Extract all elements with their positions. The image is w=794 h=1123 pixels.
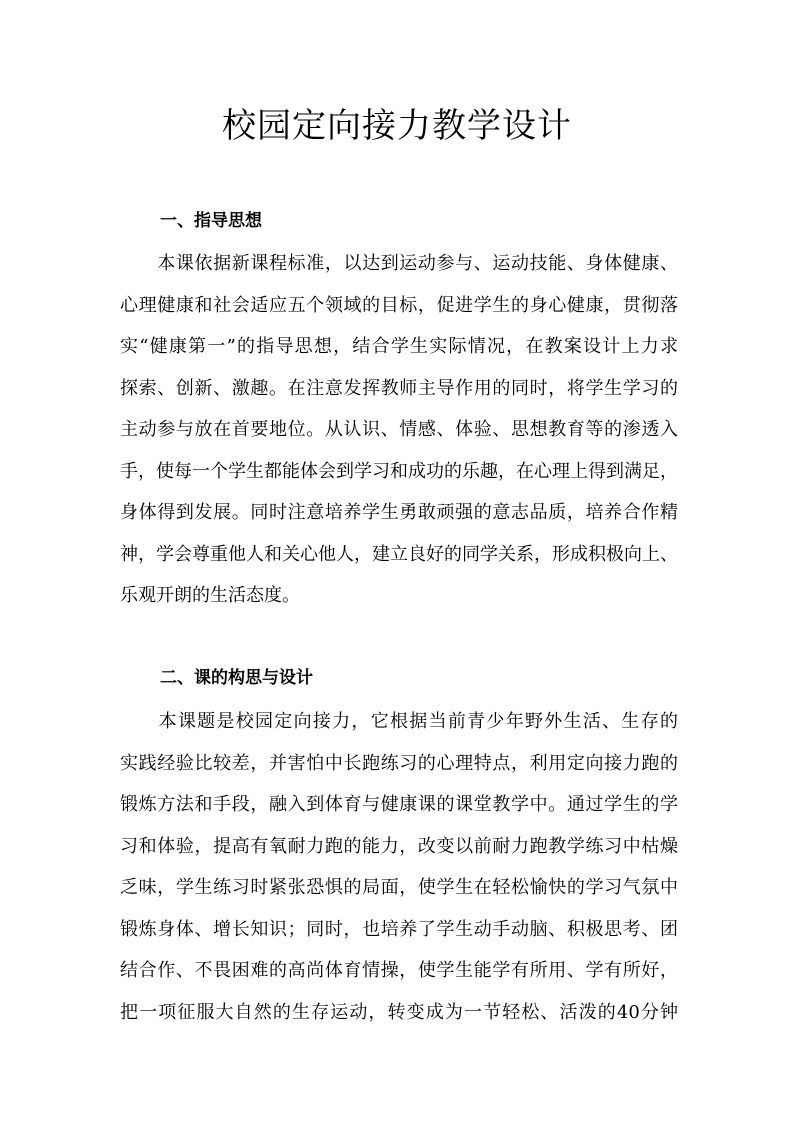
section-heading-course-design: 二、课的构思与设计 — [160, 668, 313, 688]
section-paragraph-guiding-ideology — [120, 243, 678, 617]
paragraph-line: 神，学会尊重他人和关心他人，建立良好的同学关系，形成积极向上、 — [120, 543, 678, 565]
paragraph-line: 乐观开朗的生活态度。 — [120, 585, 300, 606]
paragraph-line: 锻炼身体、增长知识；同时，也培养了学生动手动脑、积极思考、团 — [120, 918, 678, 940]
paragraph-line: 探索、创新、激趣。在注意发挥教师主导作用的同时，将学生学习的 — [120, 377, 678, 399]
paragraph-line: 乏味，学生练习时紧张恐惧的局面，使学生在轻松愉快的学习气氛中 — [120, 877, 678, 898]
paragraph-line: 实“健康第一”的指导思想，结合学生实际情况，在教案设计上力求 — [120, 336, 678, 357]
paragraph-line: 锻炼方法和手段，融入到体育与健康课的课堂教学中。通过学生的学 — [120, 794, 678, 815]
paragraph-line: 把一项征服大自然的生存运动，转变成为一节轻松、活泼的40分钟 — [120, 1001, 678, 1023]
paragraph-line: 本课题是校园定向接力，它根据当前青少年野外生活、生存的 — [120, 711, 678, 732]
section-paragraph-course-design — [120, 701, 678, 1033]
paragraph-line: 实践经验比较差，并害怕中长跑练习的心理特点，利用定向接力跑的 — [120, 752, 678, 774]
paragraph-line: 习和体验，提高有氧耐力跑的能力，改变以前耐力跑教学练习中枯燥 — [120, 835, 678, 857]
paragraph-line: 本课依据新课程标准，以达到运动参与、运动技能、身体健康、 — [120, 253, 678, 274]
document-title: 校园定向接力教学设计 — [222, 106, 572, 146]
paragraph-line: 手，使每一个学生都能体会到学习和成功的乐趣，在心理上得到满足， — [120, 460, 678, 482]
paragraph-line: 主动参与放在首要地位。从认识、情感、体验、思想教育等的渗透入 — [120, 419, 678, 440]
paragraph-line: 心理健康和社会适应五个领域的目标，促进学生的身心健康，贯彻落 — [120, 294, 678, 316]
section-heading-guiding-ideology: 一、指导思想 — [160, 211, 262, 231]
paragraph-line: 身体得到发展。同时注意培养学生勇敢顽强的意志品质，培养合作精 — [120, 502, 678, 523]
paragraph-line: 结合作、不畏困难的高尚体育情操，使学生能学有所用、学有所好， — [120, 960, 678, 981]
